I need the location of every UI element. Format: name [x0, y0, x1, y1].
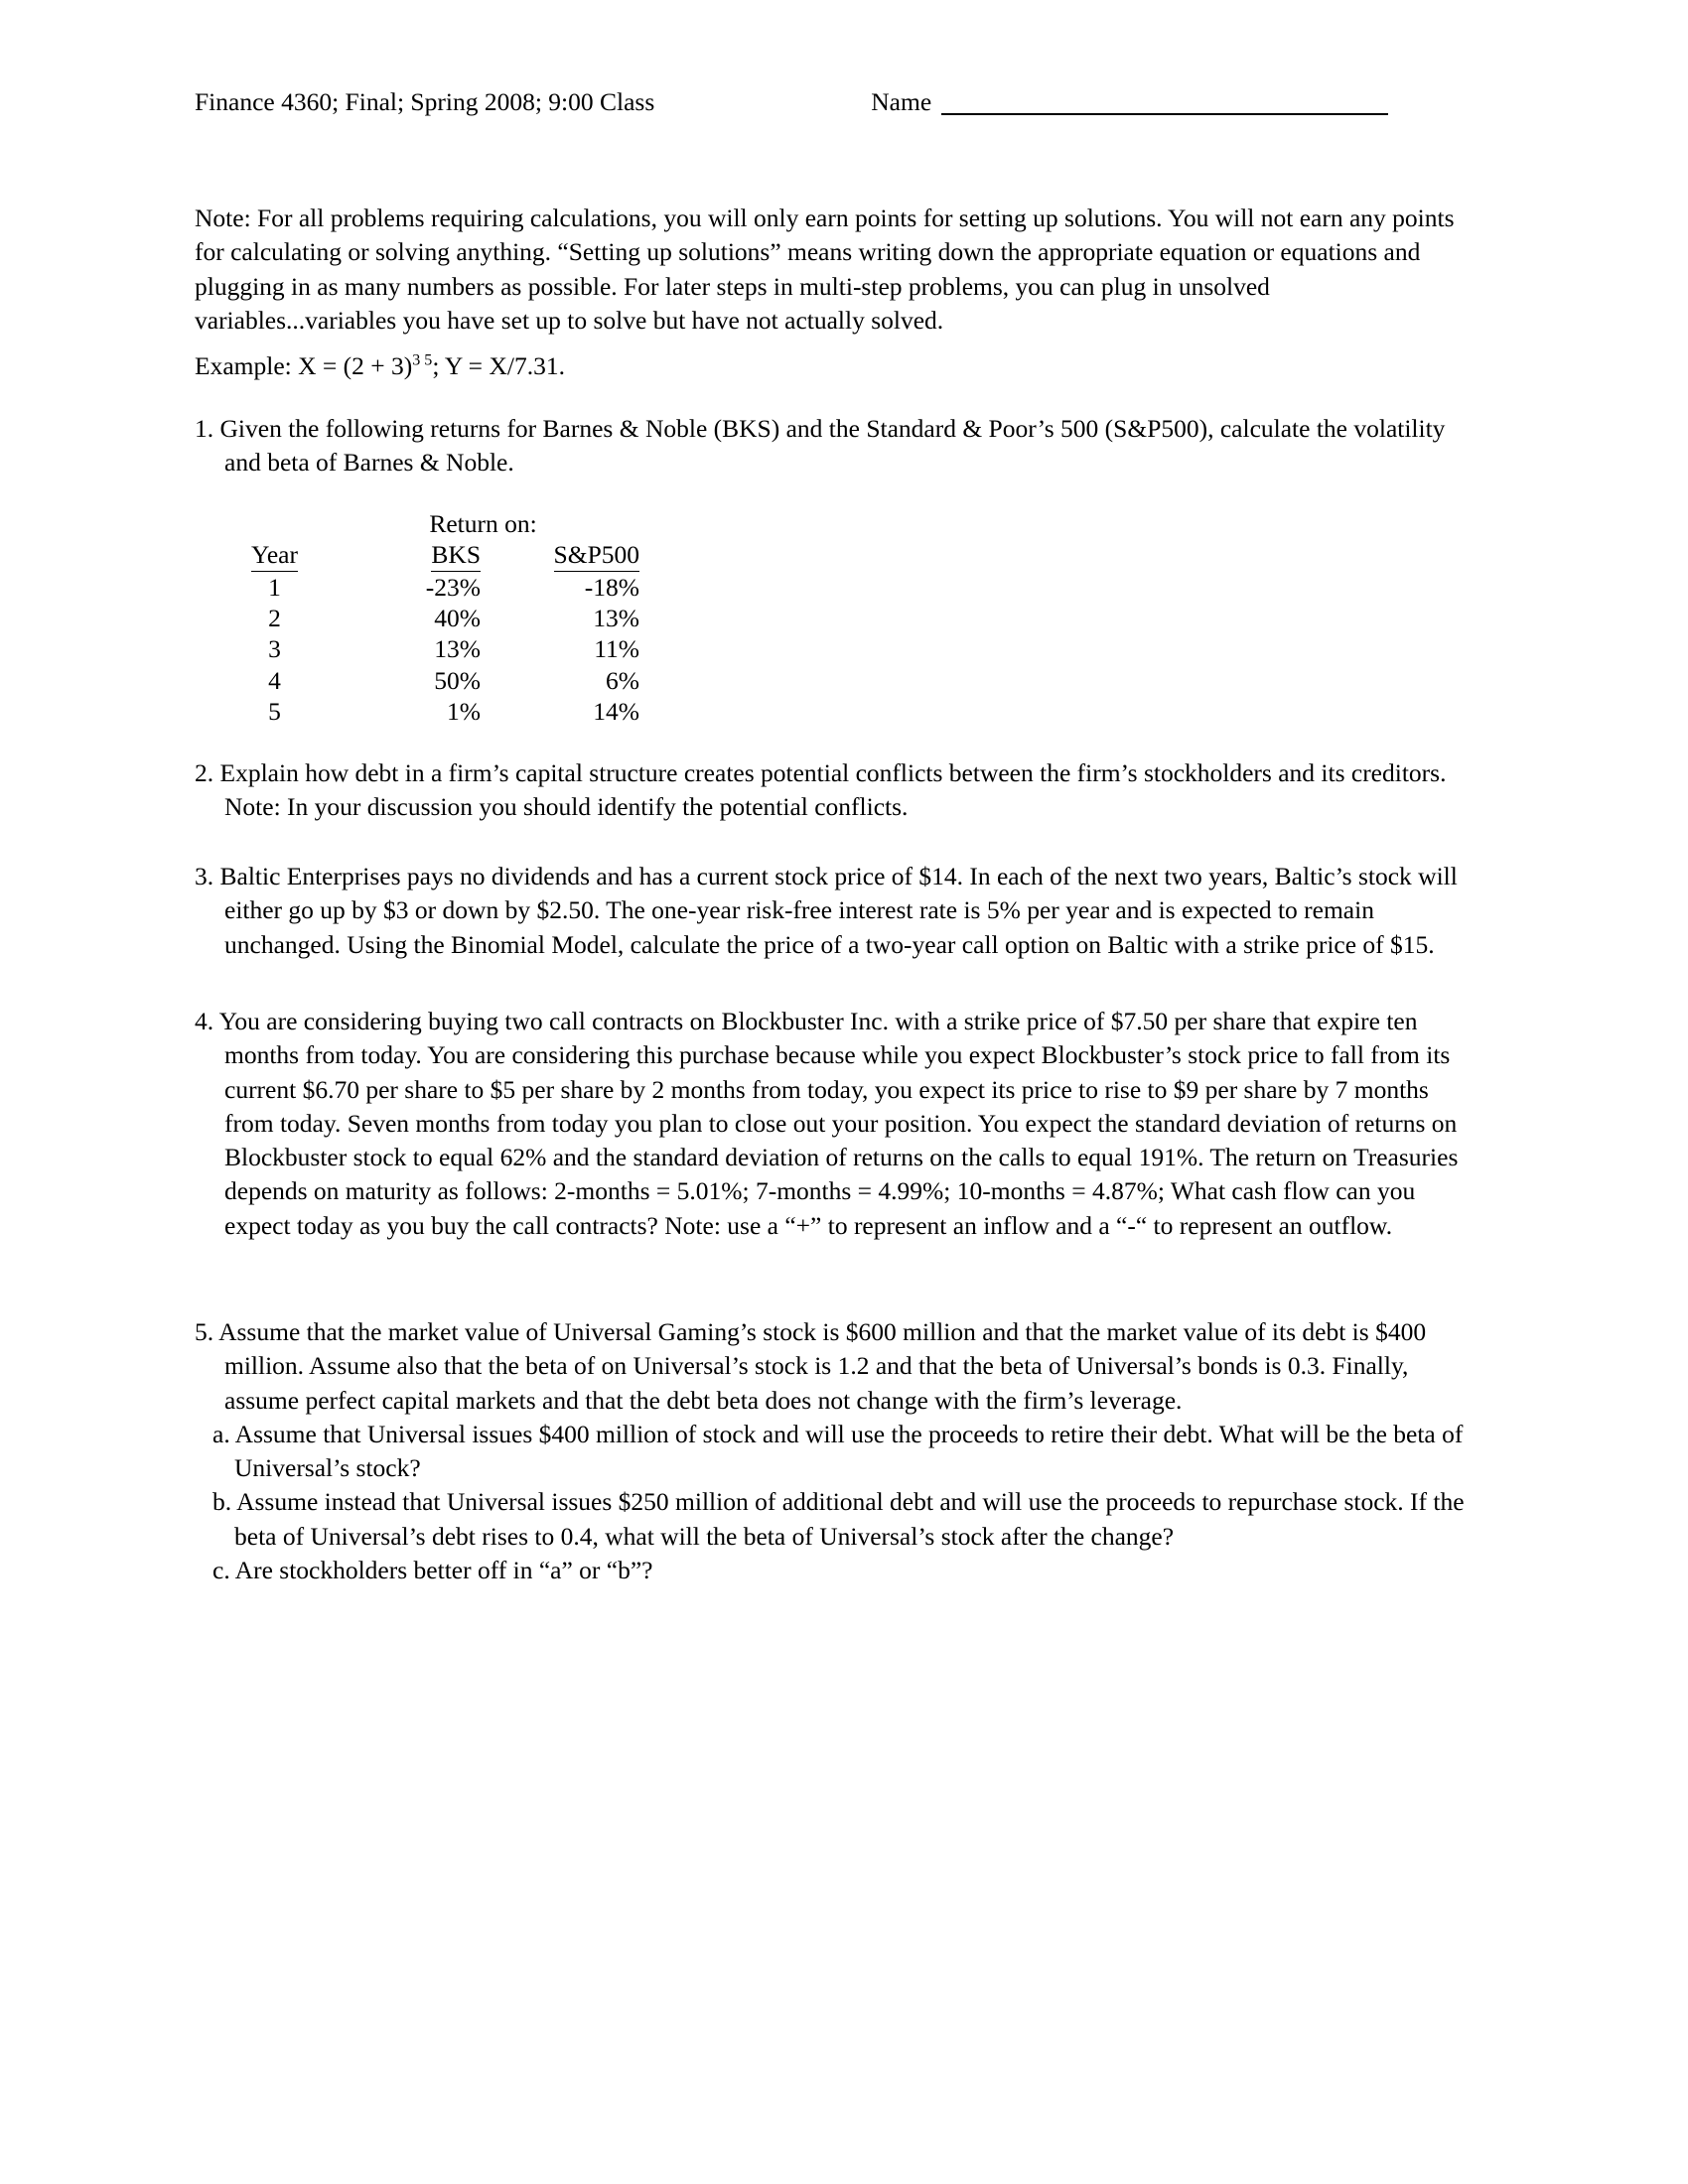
cell-sp500: 6% — [606, 665, 639, 695]
question-1-number: 1. — [195, 414, 214, 443]
cell-bks: 1% — [447, 696, 481, 726]
question-3-body: Baltic Enterprises pays no dividends and has a current stock price of $14. In each of the next two years, Baltic’s stock will either go up by $3 or down by $2.50. The one-year risk-free interest rate is 5% per year and is expected to remain unchanged. Using the Binomial Model, calculate the price of a two-year call option on Baltic with a strike price of $15. — [219, 862, 1458, 959]
cell-bks: 40% — [434, 604, 481, 633]
cell-year: 3 — [268, 634, 281, 664]
question-5-text — [195, 1315, 1466, 1418]
question-2-body: Explain how debt in a firm’s capital structure creates potential conflicts between the firm’s stockholders and its creditors. Note: In your discussion you should identify the potential conflicts. — [219, 758, 1447, 822]
cell-sp500: -18% — [584, 573, 639, 603]
title-spacer — [222, 508, 327, 539]
subpart-a-body: Assume that Universal issues $400 million of stock and will use the proceeds to retire their debt. What will be the beta of Universal’s stock? — [234, 1419, 1464, 1483]
cell-bks: -23% — [425, 573, 481, 603]
name-write-in-line[interactable] — [941, 93, 1388, 115]
example-formula — [195, 349, 1466, 383]
question-5-number: 5. — [195, 1317, 214, 1346]
column-header-sp500: S&P500 — [481, 539, 639, 572]
question-5-subpart-a — [195, 1418, 1466, 1486]
table-row — [222, 633, 639, 664]
subpart-b-label: b. — [212, 1487, 232, 1517]
question-5-body: Assume that the market value of Universal Gaming’s stock is $600 million and that the market value of its debt is $400 million. Assume also that the beta of on Universal’s stock is 1.2 and that the beta of Universal’s bonds is 0.3. Finally, assume perfect capital markets and that the debt beta does not change with the firm’s leverage. — [218, 1317, 1427, 1415]
cell-year: 1 — [268, 573, 281, 603]
question-3-number: 3. — [195, 862, 214, 890]
question-4-body: You are considering buying two call contracts on Blockbuster Inc. with a strike price of $7.50 per share that expire ten months from today. You are considering this purchase because while you expect Blockbuster’s stock price to fall from its current $6.70 per share to $5 per share by 2 months from today, you expect its price to rise to $9 per share by 7 months from today. Seven months from today you plan to close out your position. You expect the standard deviation of returns on Blockbuster stock to equal 62% and the standard deviation of returns on the calls to equal 191%. The return on Treasuries depends on maturity as follows: 2-months = 5.01%; 7-months = 4.99%; 10-months = 4.87%; What cash flow can you expect today as you buy the call contracts? Note: use a “+” to represent an inflow and a “-“ to represent an outflow. — [218, 1007, 1459, 1240]
question-2-text — [195, 756, 1466, 825]
table-row — [222, 572, 639, 603]
question-5 — [195, 1315, 1466, 1587]
cell-sp500: 13% — [593, 604, 639, 633]
question-4-number: 4. — [195, 1007, 214, 1035]
question-2-number: 2. — [195, 758, 214, 787]
question-3-text — [195, 860, 1466, 962]
cell-bks: 13% — [434, 634, 481, 664]
question-1-text — [195, 412, 1466, 480]
instructions-note — [195, 202, 1466, 338]
question-1 — [195, 412, 1466, 480]
returns-table-title: Return on: — [429, 509, 537, 538]
table-title-row — [222, 508, 639, 539]
table-row — [222, 665, 639, 696]
question-5-subpart-b — [195, 1485, 1466, 1554]
cell-year: 4 — [268, 665, 281, 695]
question-5-subpart-c — [195, 1554, 1466, 1587]
name-field-group — [871, 89, 1388, 115]
cell-sp500: 11% — [594, 634, 639, 664]
example-prefix: Example: X = (2 + 3) — [195, 351, 413, 380]
question-4-text — [195, 1005, 1466, 1243]
course-title: Finance 4360; Final; Spring 2008; 9:00 Class — [195, 87, 655, 116]
column-header-year: Year — [222, 539, 327, 572]
cell-year: 2 — [268, 604, 281, 633]
question-3 — [195, 860, 1466, 962]
subpart-b-body: Assume instead that Universal issues $250 million of additional debt and will use the proceeds to repurchase stock. If the beta of Universal’s debt rises to 0.4, what will the beta of Universal’s stock after the change? — [234, 1487, 1465, 1551]
subpart-c-label: c. — [212, 1556, 230, 1585]
question-1-body: Given the following returns for Barnes & Noble (BKS) and the Standard & Poor’s 500 (S&P500), calculate the volatility and beta of Barnes & Noble. — [219, 414, 1446, 478]
document-header — [195, 89, 1485, 115]
cell-sp500: 14% — [593, 696, 639, 726]
note-text: Note: For all problems requiring calculations, you will only earn points for setting up solutions. You will not earn any points for calculating or solving anything. “Setting up solutions” means writing down the appropriate equation or equations and plugging in as many numbers as possible. For later steps in multi-step problems, you can plug in unsolved variables...variables you have set up to solve but have not actually solved. — [195, 204, 1455, 335]
question-2 — [195, 756, 1466, 825]
table-row — [222, 603, 639, 633]
name-label: Name — [871, 87, 932, 116]
example-line — [195, 349, 1466, 383]
question-4 — [195, 1005, 1466, 1243]
table-header-row — [222, 539, 639, 572]
subpart-c-body: Are stockholders better off in “a” or “b”? — [234, 1556, 653, 1585]
returns-table-wrapper — [195, 508, 1466, 727]
example-suffix: ; Y = X/7.31. — [432, 351, 565, 380]
example-exponent: 3 5 — [412, 351, 433, 369]
column-header-bks: BKS — [327, 539, 481, 572]
table-row — [222, 696, 639, 727]
cell-year: 5 — [268, 696, 281, 726]
returns-table — [222, 508, 639, 727]
cell-bks: 50% — [434, 665, 481, 695]
subpart-a-label: a. — [212, 1419, 230, 1448]
